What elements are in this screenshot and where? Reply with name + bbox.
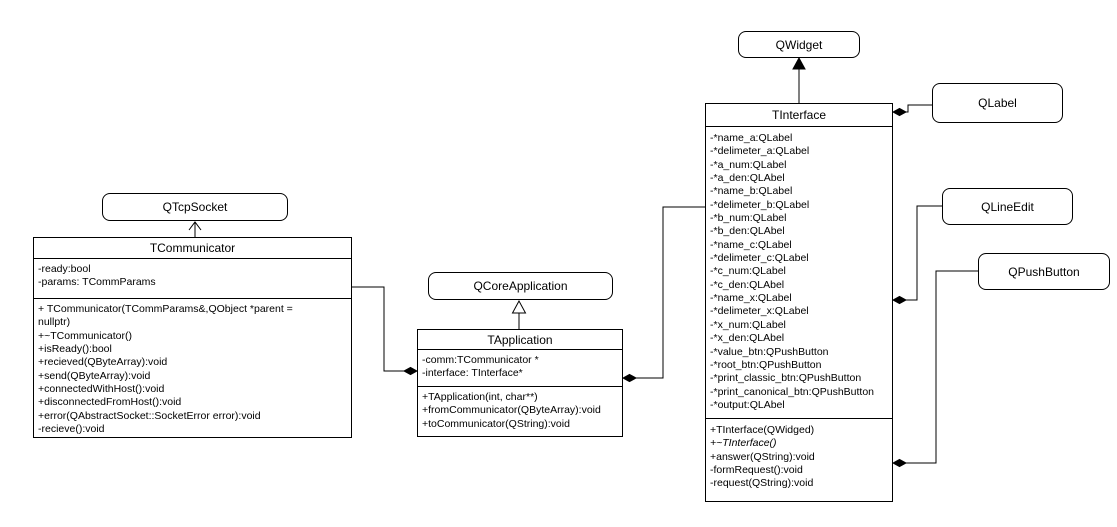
node-qwidget xyxy=(738,31,860,58)
member-line: -*delimeter_a:QLabel xyxy=(710,145,810,158)
inheritance-tapplication-qcoreapplication xyxy=(513,301,526,329)
inheritance-tinterface-qwidget xyxy=(793,58,805,103)
node-qlineedit-label: QLineEdit xyxy=(981,199,1034,214)
member-line: -*c_den:QLAbel xyxy=(710,278,785,291)
member-line: -request(QString):void xyxy=(710,477,814,490)
member-line: -*a_den:QLAbel xyxy=(710,172,785,185)
node-qlabel-label: QLabel xyxy=(978,96,1017,110)
class-tcommunicator xyxy=(33,237,352,438)
class-tapplication-title: TApplication xyxy=(487,332,553,347)
node-qlineedit xyxy=(942,188,1073,225)
node-qlabel xyxy=(932,83,1063,123)
member-line: +answer(QString):void xyxy=(710,450,815,463)
member-line: -*name_c:QLabel xyxy=(710,238,792,251)
member-line: -*c_num:QLabel xyxy=(710,265,786,278)
member-line: -*value_btn:QPushButton xyxy=(710,345,829,358)
member-line: +recieved(QByteArray):void xyxy=(38,356,168,369)
association-qlabel-tinterface xyxy=(893,105,932,116)
member-line: +error(QAbstractSocket::SocketError error):void xyxy=(38,409,261,422)
member-line: -*x_den:QLAbel xyxy=(710,332,785,345)
member-line: +~TCommunicator() xyxy=(38,329,132,342)
member-line: +TInterface(QWidged) xyxy=(710,424,815,436)
member-line: -*b_num:QLabel xyxy=(710,212,787,225)
class-tcommunicator-title: TCommunicator xyxy=(149,241,236,255)
member-line: + TCommunicator(TCommParams&,QObject *parent = nullptr) xyxy=(38,303,293,329)
node-qwidget-label: QWidget xyxy=(775,37,823,52)
node-qpushbutton xyxy=(978,253,1110,290)
member-line: -params: TCommParams xyxy=(38,276,156,289)
member-line: +disconnectedFromHost():void xyxy=(38,396,182,409)
class-tinterface-title: TInterface xyxy=(771,108,827,122)
member-line: +~TInterface() xyxy=(710,437,777,450)
member-line: -*delimeter_b:QLabel xyxy=(710,198,810,211)
class-tcommunicator-attributes xyxy=(34,258,351,298)
member-line: -*print_classic_btn:QPushButton xyxy=(710,372,862,385)
member-line: -comm:TCommunicator * xyxy=(422,354,539,366)
class-tapplication-attributes xyxy=(418,349,622,386)
member-line: +isReady():bool xyxy=(38,343,112,356)
node-qcoreapplication-label: QCoreApplication xyxy=(473,279,568,293)
member-line: -*output:QLAbel xyxy=(710,398,785,411)
member-line: +connectedWithHost():void xyxy=(38,383,165,396)
member-line: -*name_b:QLabel xyxy=(710,185,793,198)
member-line: -*delimeter_c:QLabel xyxy=(710,252,809,265)
member-line: -*root_btn:QPushButton xyxy=(710,358,822,371)
member-line: -*name_a:QLabel xyxy=(710,132,793,144)
member-line: -*name_x:QLabel xyxy=(710,292,792,305)
member-line: +toCommunicator(QString):void xyxy=(422,417,570,430)
class-tapplication-methods xyxy=(418,386,622,436)
member-line: -*delimeter_x:QLabel xyxy=(710,305,809,318)
member-line: -*x_num:QLabel xyxy=(710,318,786,331)
node-qcoreapplication xyxy=(428,272,613,300)
member-line: +fromCommunicator(QByteArray):void xyxy=(422,404,601,417)
node-qtcpsocket xyxy=(102,193,288,221)
class-tinterface-attributes xyxy=(706,126,892,418)
member-line: -recieve():void xyxy=(38,423,105,436)
class-tcommunicator-methods xyxy=(34,298,351,437)
association-qlineedit-tinterface xyxy=(893,206,942,304)
member-line: -*b_den:QLAbel xyxy=(710,225,785,238)
inheritance-tcommunicator-qtcpsocket xyxy=(189,222,201,237)
class-tinterface-methods xyxy=(706,418,892,501)
member-line: +TApplication(int, char**) xyxy=(422,391,538,403)
node-qtcpsocket-label: QTcpSocket xyxy=(162,200,228,214)
member-line: +send(QByteArray):void xyxy=(38,369,151,382)
member-line: -*a_num:QLabel xyxy=(710,158,787,171)
member-line: -interface: TInterface* xyxy=(422,367,523,380)
member-line: -ready:bool xyxy=(38,263,91,275)
class-tinterface xyxy=(705,103,893,502)
association-tinterface-tapplication xyxy=(623,207,705,382)
member-line: -*print_canonical_btn:QPushButton xyxy=(710,385,875,398)
class-tapplication xyxy=(417,329,623,437)
member-line: -formRequest():void xyxy=(710,464,803,477)
node-qpushbutton-label: QPushButton xyxy=(1008,264,1080,279)
association-tcommunicator-tapplication xyxy=(352,287,417,375)
